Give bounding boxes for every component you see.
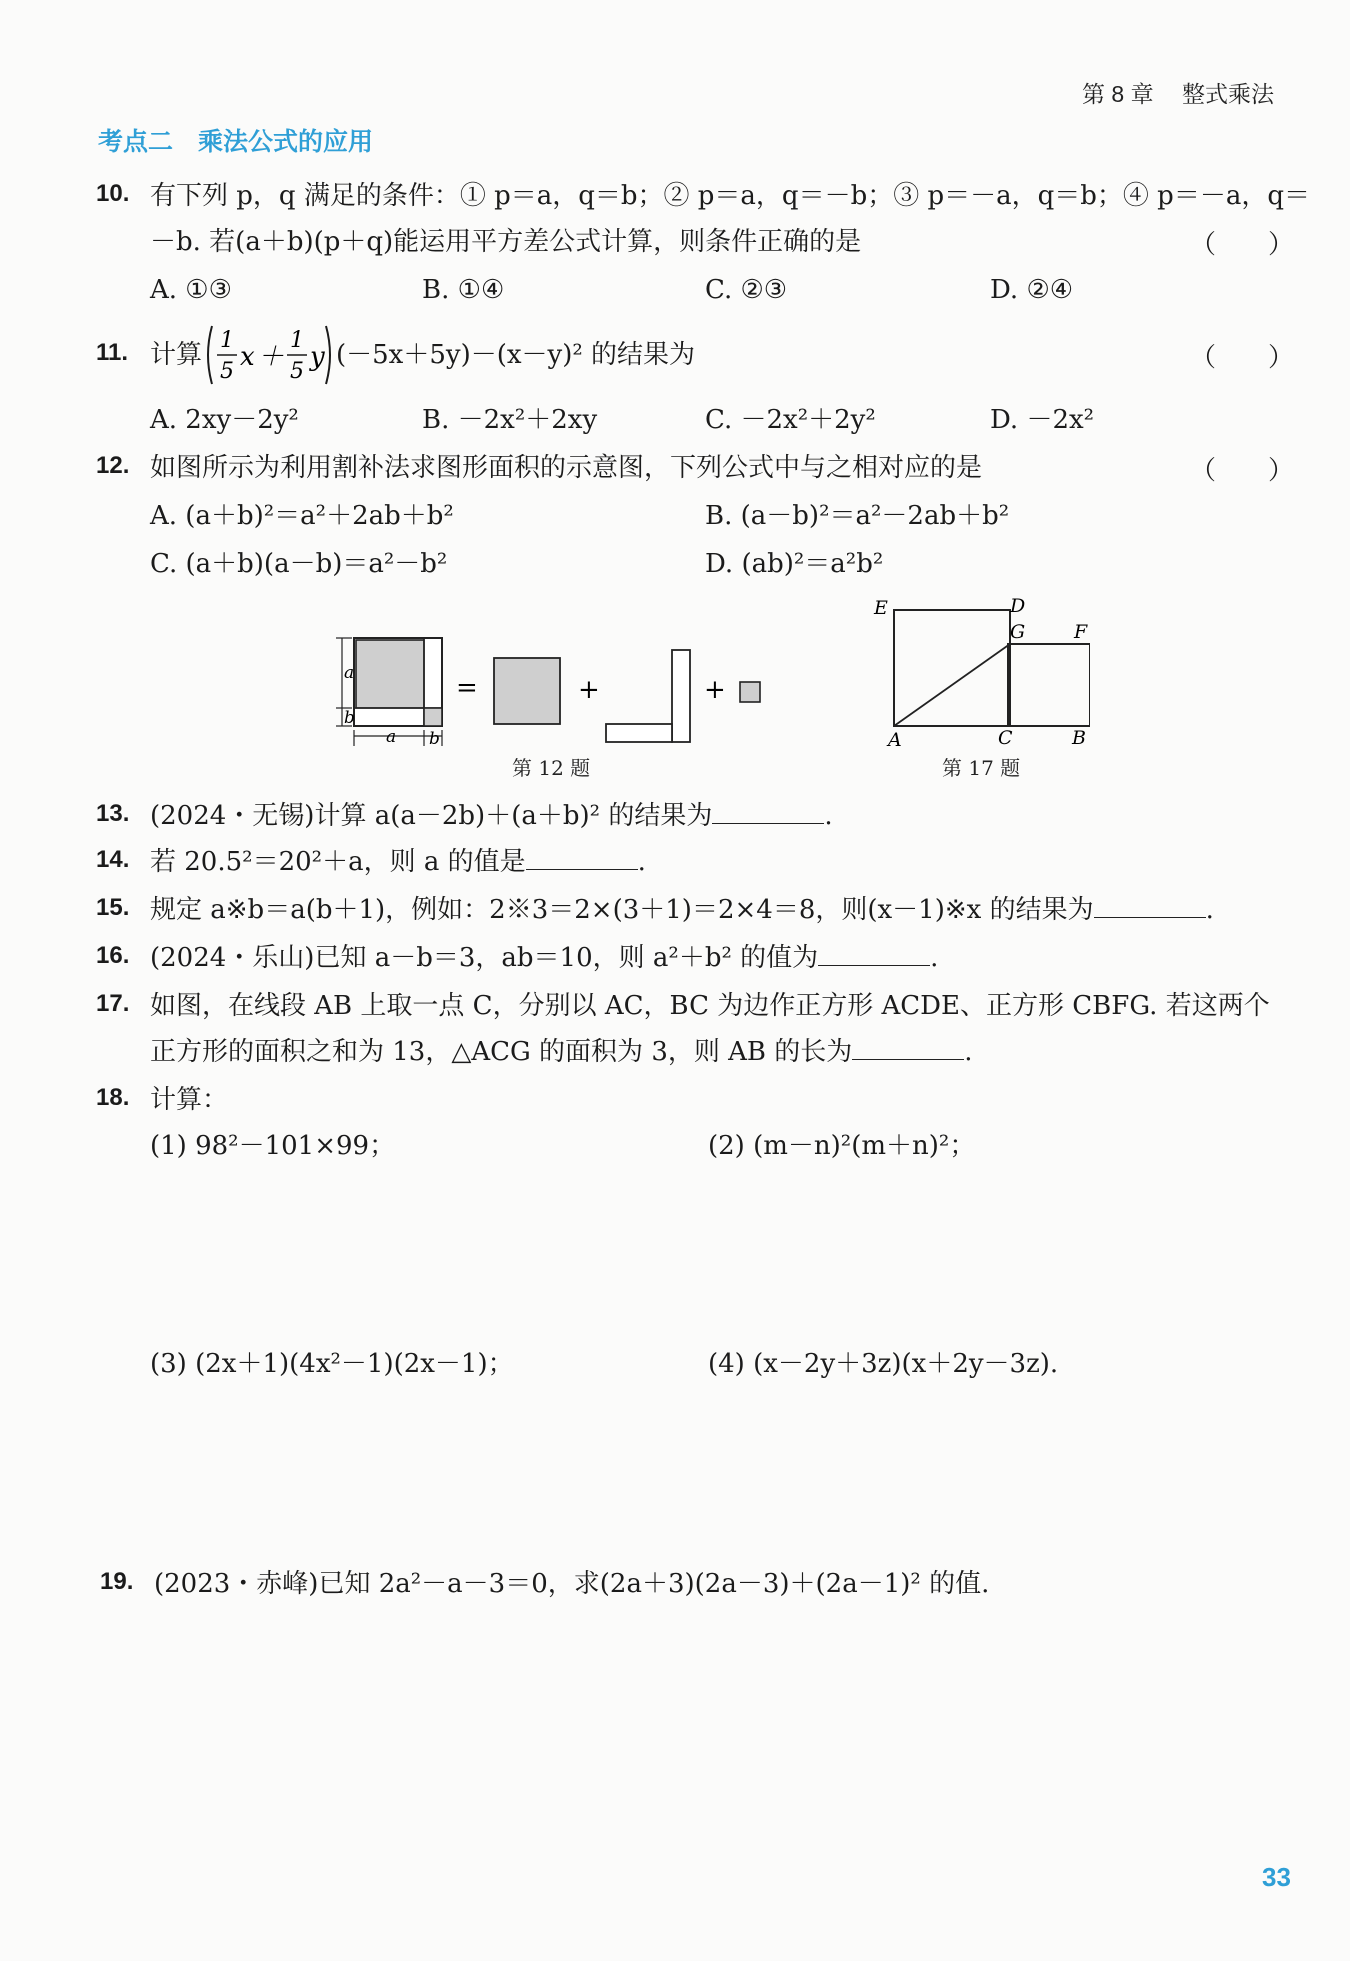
q12-option-a: A. (a＋b)²＝a²＋2ab＋b² bbox=[150, 501, 454, 531]
q11-option-b: B. －2x²＋2xy bbox=[422, 405, 598, 435]
fig17-label-B: B bbox=[1072, 727, 1086, 749]
svg-text:＋: ＋ bbox=[258, 342, 285, 372]
fig12-label-a-left: a bbox=[344, 663, 355, 683]
fig17-label-F: F bbox=[1074, 621, 1088, 643]
fig12-label-b-left: b bbox=[344, 708, 355, 728]
section-title: 考点二 乘法公式的应用 bbox=[98, 128, 374, 156]
q18-part-1: (1) 98²－101×99； bbox=[150, 1131, 396, 1161]
q12-text: 如图所示为利用割补法求图形面积的示意图，下列公式中与之相对应的是 bbox=[150, 453, 983, 483]
q18-part-3: (3) (2x＋1)(4x²－1)(2x－1)； bbox=[150, 1349, 514, 1379]
q18-part-4: (4) (x－2y＋3z)(x＋2y－3z). bbox=[708, 1349, 1059, 1379]
fig12-plus-sign-1: + bbox=[578, 675, 600, 705]
svg-text:5: 5 bbox=[290, 359, 304, 384]
q16-end: . bbox=[930, 943, 939, 973]
q15-end: . bbox=[1205, 895, 1214, 925]
q11-option-c: C. －2x²＋2y² bbox=[705, 405, 876, 435]
q12-number: 12. bbox=[96, 452, 130, 479]
fig17-label-A: A bbox=[888, 729, 902, 750]
chapter-title: 整式乘法 bbox=[1182, 81, 1274, 107]
fig17-label-C: C bbox=[998, 727, 1013, 749]
q13-text: (2024・无锡)计算 a(a－2b)＋(a＋b)² 的结果为 bbox=[150, 801, 713, 831]
svg-text:5: 5 bbox=[220, 359, 234, 384]
q10-number: 10. bbox=[96, 180, 130, 207]
fig12-equals-sign: = bbox=[456, 673, 478, 703]
fig17-label-D: D bbox=[1010, 595, 1026, 617]
q16-answer-blank[interactable] bbox=[818, 965, 930, 966]
figure-12-caption: 第 12 题 bbox=[512, 756, 591, 780]
q10-line2: －b. 若(a＋b)(p＋q)能运用平方差公式计算，则条件正确的是 bbox=[150, 227, 862, 257]
q14-text: 若 20.5²＝20²＋a，则 a 的值是 bbox=[150, 847, 526, 877]
q19-text: (2023・赤峰)已知 2a²－a－3＝0，求(2a＋3)(2a－3)＋(2a－1)² 的值. bbox=[154, 1569, 990, 1599]
q11-option-d: D. －2x² bbox=[990, 405, 1095, 435]
q12-answer-bracket: （ ） bbox=[1190, 456, 1295, 486]
q13-answer-blank[interactable] bbox=[712, 823, 824, 824]
q11-suffix: (－5x＋5y)－(x－y)² 的结果为 bbox=[336, 340, 696, 370]
q17-answer-blank[interactable] bbox=[852, 1059, 964, 1060]
fig12-plus-sign-2: + bbox=[704, 675, 726, 705]
q15-text: 规定 a※b＝a(b＋1)，例如：2※3＝2×(3＋1)＝2×4＝8，则(x－1)※x 的结果为 bbox=[150, 895, 1094, 925]
q17-line2: 正方形的面积之和为 13，△ACG 的面积为 3，则 AB 的长为 bbox=[150, 1037, 853, 1067]
q12-option-d: D. (ab)²＝a²b² bbox=[705, 549, 884, 579]
q11-fraction-expression bbox=[204, 320, 334, 390]
svg-text:y: y bbox=[310, 342, 325, 372]
q12-option-b: B. (a－b)²＝a²－2ab＋b² bbox=[705, 501, 1010, 531]
fig12-label-a-bottom: a bbox=[386, 727, 397, 747]
q15-number: 15. bbox=[96, 894, 130, 921]
svg-text:1: 1 bbox=[220, 328, 234, 353]
q10-line1: 有下列 p，q 满足的条件：① p＝a，q＝b；② p＝a，q＝－b；③ p＝－a，q＝b；④ p＝－a，q＝ bbox=[150, 181, 1310, 211]
svg-text:1: 1 bbox=[290, 328, 304, 353]
q13-end: . bbox=[824, 801, 833, 831]
q15-answer-blank[interactable] bbox=[1094, 917, 1206, 918]
q11-option-a: A. 2xy－2y² bbox=[150, 405, 299, 435]
q19-number: 19. bbox=[100, 1568, 134, 1595]
q11-prefix: 计算 bbox=[150, 340, 203, 370]
q14-end: . bbox=[637, 847, 646, 877]
q17-end: . bbox=[964, 1037, 973, 1067]
figure-17 bbox=[870, 594, 1090, 750]
q18-text: 计算： bbox=[150, 1085, 229, 1115]
q16-number: 16. bbox=[96, 942, 130, 969]
q16-text: (2024・乐山)已知 a－b＝3，ab＝10，则 a²＋b² 的值为 bbox=[150, 943, 819, 973]
fig17-label-G: G bbox=[1010, 621, 1026, 643]
svg-text:x: x bbox=[240, 342, 255, 372]
chapter-number: 第 8 章 bbox=[1082, 81, 1154, 107]
fig17-label-E: E bbox=[874, 597, 888, 619]
q17-number: 17. bbox=[96, 990, 130, 1017]
q10-option-d: D. ②④ bbox=[990, 275, 1074, 305]
figure-12 bbox=[330, 626, 770, 750]
q10-option-b: B. ①④ bbox=[422, 275, 505, 305]
q14-number: 14. bbox=[96, 846, 130, 873]
q13-number: 13. bbox=[96, 800, 130, 827]
q10-option-a: A. ①③ bbox=[150, 275, 232, 305]
q10-answer-bracket: （ ） bbox=[1190, 230, 1295, 260]
q18-number: 18. bbox=[96, 1084, 130, 1111]
q11-number: 11. bbox=[96, 339, 129, 366]
q11-answer-bracket: （ ） bbox=[1190, 343, 1295, 373]
figure-17-caption: 第 17 题 bbox=[942, 756, 1021, 780]
q14-answer-blank[interactable] bbox=[526, 869, 638, 870]
q12-option-c: C. (a＋b)(a－b)＝a²－b² bbox=[150, 549, 448, 579]
q17-line1: 如图，在线段 AB 上取一点 C，分别以 AC，BC 为边作正方形 ACDE、正方形 CBFG. 若这两个 bbox=[150, 991, 1270, 1021]
page-number: 33 bbox=[1262, 1862, 1291, 1892]
fig12-label-b-bottom: b bbox=[429, 729, 440, 749]
q18-part-2: (2) (m－n)²(m＋n)²； bbox=[708, 1131, 976, 1161]
q10-option-c: C. ②③ bbox=[705, 275, 788, 305]
